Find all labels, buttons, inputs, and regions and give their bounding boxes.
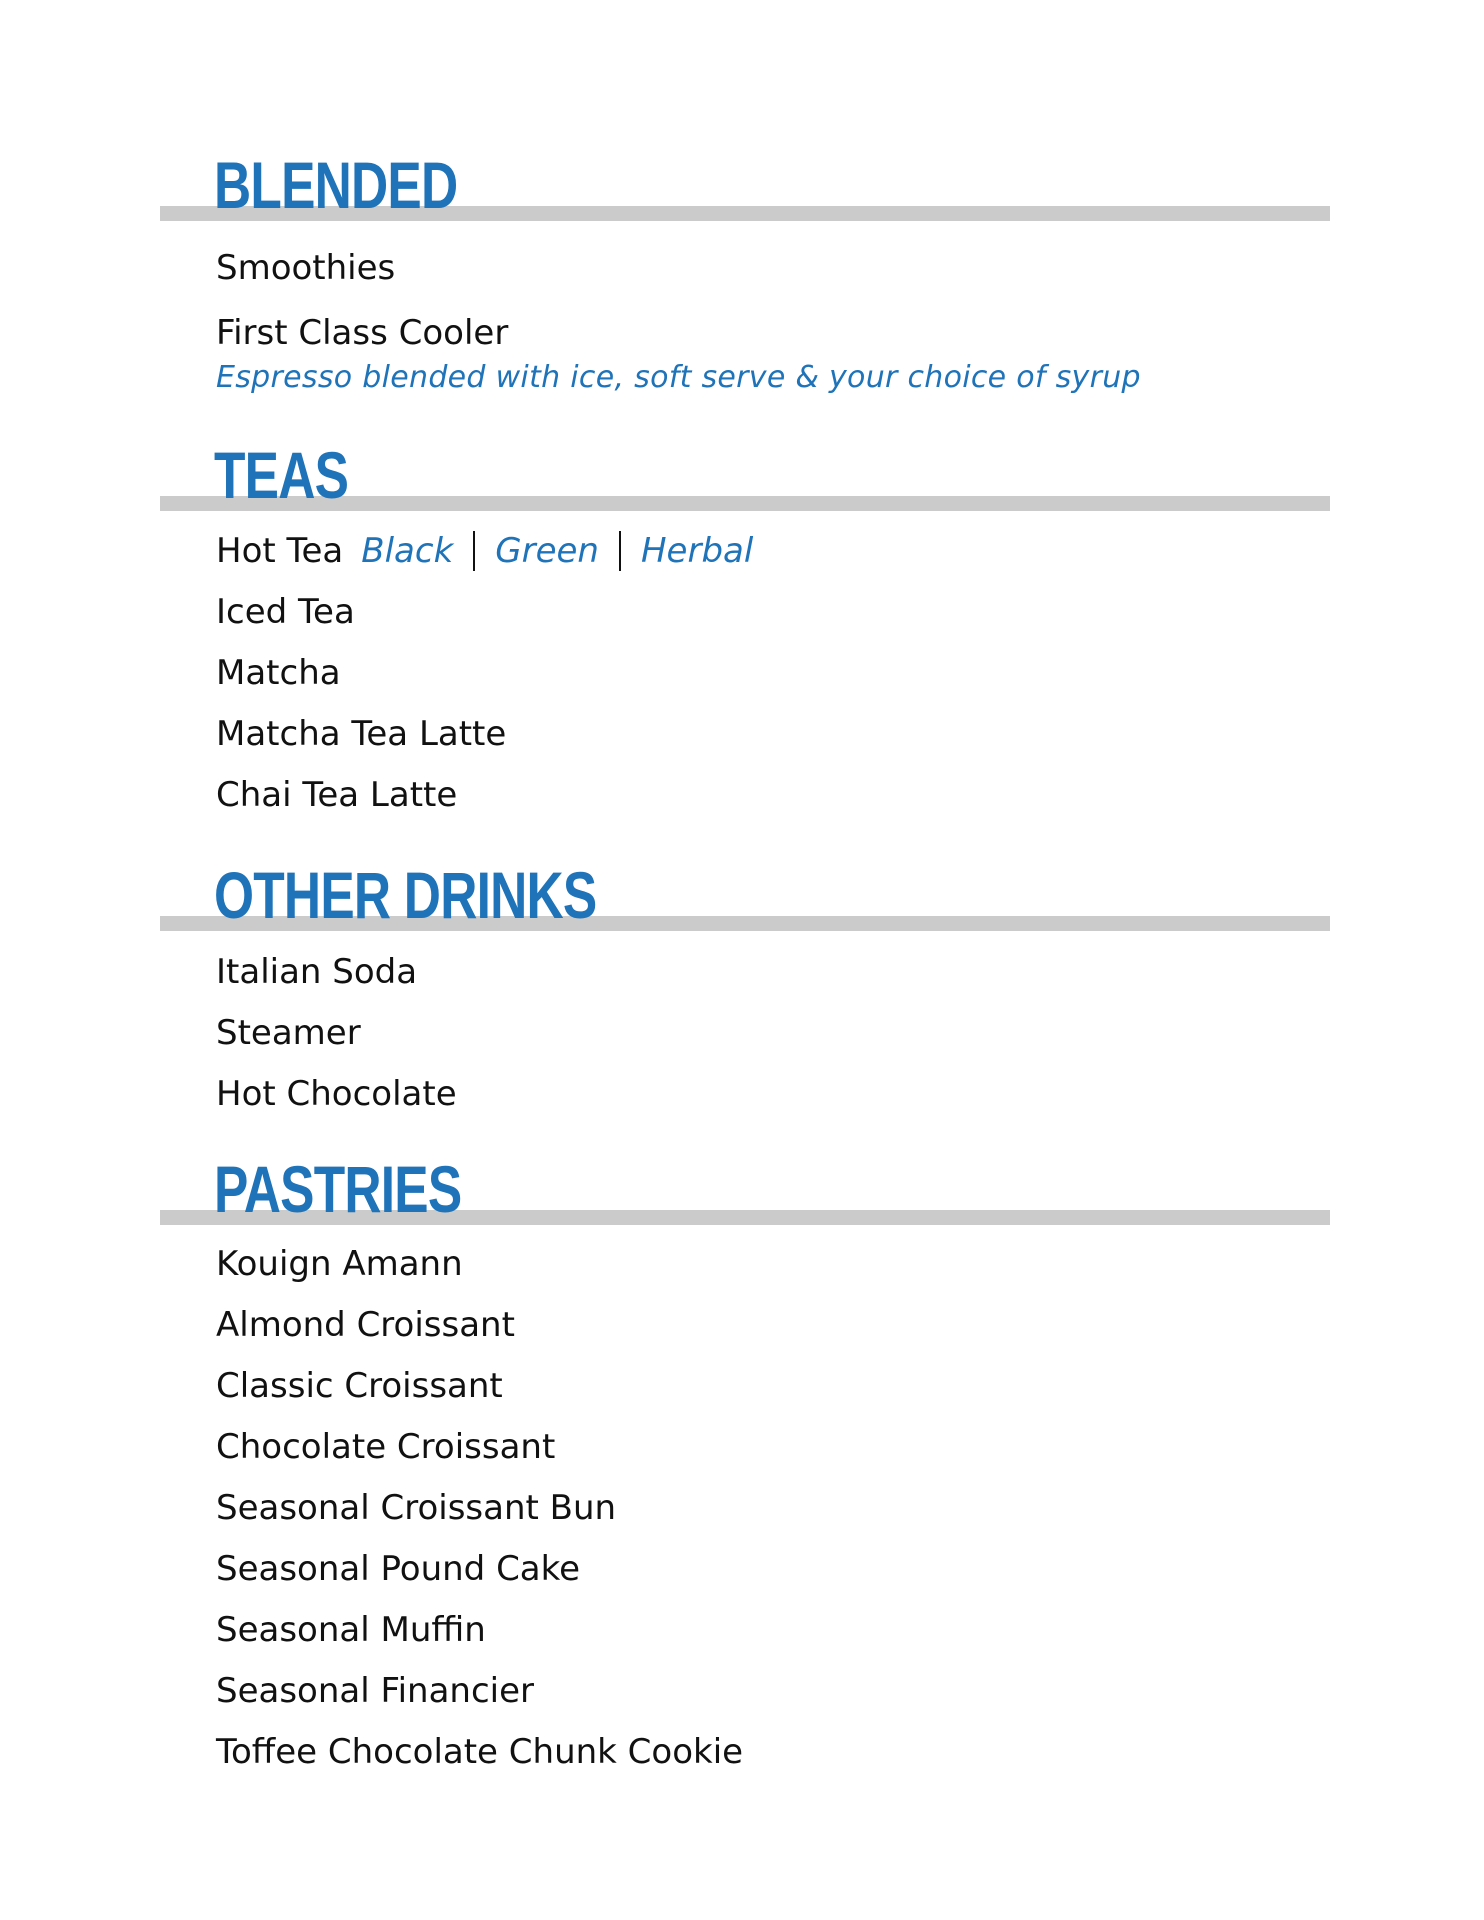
menu-item: Hot Chocolate	[216, 1074, 457, 1114]
menu-item: Toffee Chocolate Chunk Cookie	[216, 1732, 744, 1772]
item-description: Espresso blended with ice, soft serve & your choice of syrup	[216, 360, 1141, 395]
variant-separator	[619, 531, 621, 571]
menu-item: Smoothies	[216, 248, 396, 288]
menu-item: Matcha Tea Latte	[216, 714, 507, 754]
section-title: TEAS	[214, 438, 349, 512]
section-title: PASTRIES	[214, 1152, 462, 1226]
menu-item: Italian Soda	[216, 952, 418, 992]
menu-item: Kouign Amann	[216, 1244, 463, 1284]
menu-item-hot-tea	[216, 531, 753, 571]
menu-item: Almond Croissant	[216, 1305, 515, 1345]
menu-item: Steamer	[216, 1013, 361, 1053]
menu-item: Seasonal Financier	[216, 1671, 534, 1711]
menu-item: Iced Tea	[216, 592, 355, 632]
variant-separator	[473, 531, 475, 571]
section-title: BLENDED	[214, 148, 458, 222]
menu-item-name: Hot Tea	[216, 531, 344, 571]
tea-variant: Black	[361, 531, 454, 571]
menu-item: Chocolate Croissant	[216, 1427, 556, 1467]
section-header	[0, 438, 1484, 528]
section-title: OTHER DRINKS	[214, 858, 597, 932]
section-header	[0, 858, 1484, 948]
menu-item: Seasonal Croissant Bun	[216, 1488, 617, 1528]
menu-item: Seasonal Pound Cake	[216, 1549, 581, 1589]
tea-variant: Herbal	[640, 531, 754, 571]
section-header	[0, 148, 1484, 238]
menu-item: First Class Cooler	[216, 313, 509, 353]
menu-item: Classic Croissant	[216, 1366, 503, 1406]
menu-item: Seasonal Muffin	[216, 1610, 486, 1650]
menu-item: Chai Tea Latte	[216, 775, 458, 815]
section-header	[0, 1152, 1484, 1242]
menu-item: Matcha	[216, 653, 341, 693]
tea-variant: Green	[495, 531, 599, 571]
